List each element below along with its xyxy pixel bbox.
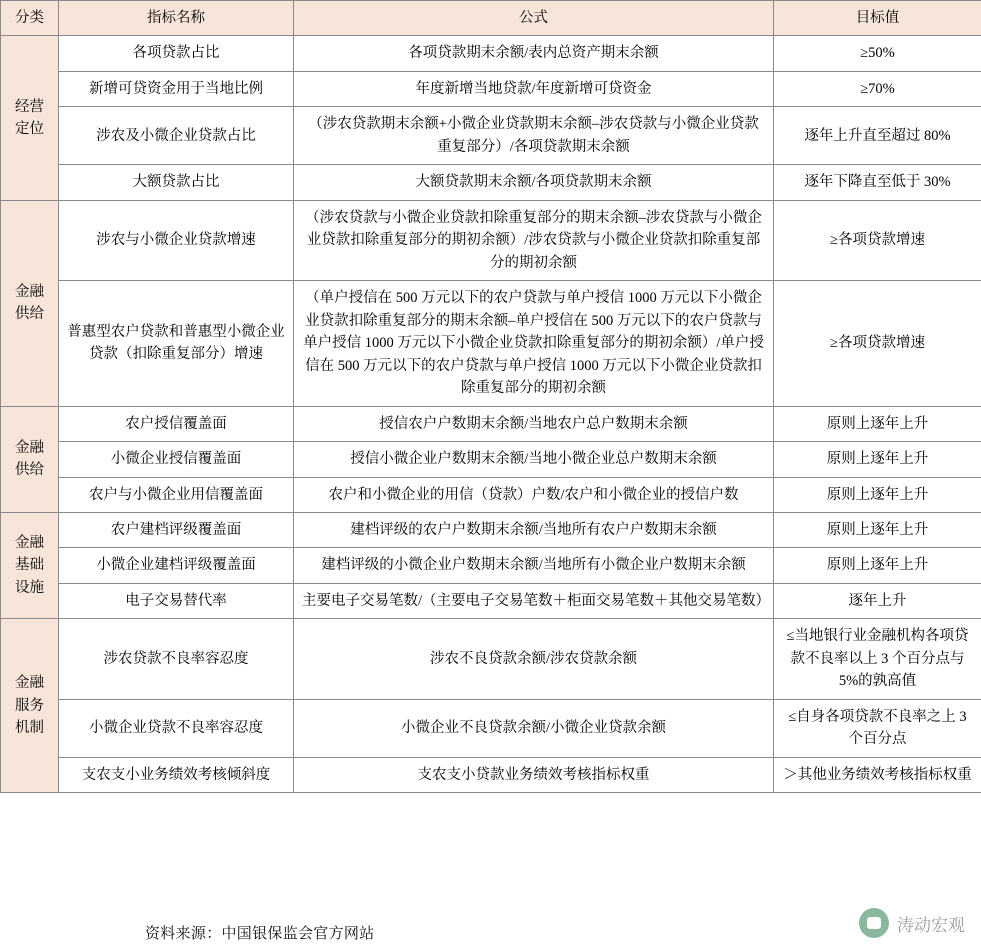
table-row	[1, 757, 981, 792]
watermark	[859, 908, 965, 938]
target-value-cell: 原则上逐年上升	[774, 442, 981, 477]
target-value-cell: 原则上逐年上升	[774, 477, 981, 512]
header-row	[1, 1, 981, 36]
metric-name-cell: 新增可贷资金用于当地比例	[59, 71, 294, 106]
target-value-cell: 原则上逐年上升	[774, 406, 981, 441]
target-value-cell: 原则上逐年上升	[774, 548, 981, 583]
formula-cell: 大额贷款期末余额/各项贷款期末余额	[294, 165, 774, 200]
table-row	[1, 406, 981, 441]
table-body	[1, 36, 981, 793]
formula-cell: 小微企业不良贷款余额/小微企业贷款余额	[294, 699, 774, 757]
category-cell: 金融 服务 机制	[1, 619, 59, 793]
target-value-cell: 原则上逐年上升	[774, 512, 981, 547]
header-metric-name: 指标名称	[59, 1, 294, 36]
table-row	[1, 281, 981, 406]
table-row	[1, 200, 981, 280]
wechat-badge-icon	[859, 908, 889, 938]
target-value-cell: ≤当地银行业金融机构各项贷款不良率以上 3 个百分点与 5%的孰高值	[774, 619, 981, 699]
formula-cell: 授信小微企业户数期末余额/当地小微企业总户数期末余额	[294, 442, 774, 477]
table-header	[1, 1, 981, 36]
target-value-cell: 逐年上升直至超过 80%	[774, 107, 981, 165]
table-row	[1, 583, 981, 618]
metric-name-cell: 农户与小微企业用信覆盖面	[59, 477, 294, 512]
table-row	[1, 699, 981, 757]
metric-name-cell: 各项贷款占比	[59, 36, 294, 71]
target-value-cell: 逐年下降直至低于 30%	[774, 165, 981, 200]
formula-cell: 建档评级的小微企业户数期末余额/当地所有小微企业户数期末余额	[294, 548, 774, 583]
metric-name-cell: 小微企业建档评级覆盖面	[59, 548, 294, 583]
category-cell: 金融 基础 设施	[1, 512, 59, 618]
target-value-cell: ≥各项贷款增速	[774, 200, 981, 280]
formula-cell: 主要电子交易笔数/（主要电子交易笔数＋柜面交易笔数＋其他交易笔数）	[294, 583, 774, 618]
formula-cell: 授信农户户数期末余额/当地农户总户数期末余额	[294, 406, 774, 441]
target-value-cell: ≥50%	[774, 36, 981, 71]
formula-cell: （涉农贷款期末余额+小微企业贷款期末余额–涉农贷款与小微企业贷款重复部分）/各项贷款期末余额	[294, 107, 774, 165]
formula-cell: （单户授信在 500 万元以下的农户贷款与单户授信 1000 万元以下小微企业贷款扣除重复部分的期末余额–单户授信在 500 万元以下的农户贷款与单户授信 1000 万元以下小微企业贷款扣除重复部分的期初余额）/单户授信在 500 万元以下的农户贷款与单户授信 1000 万元以下小微企业贷款扣除重复部分的期初余额	[294, 281, 774, 406]
metric-name-cell: 农户授信覆盖面	[59, 406, 294, 441]
metric-name-cell: 小微企业贷款不良率容忍度	[59, 699, 294, 757]
target-value-cell: ≥70%	[774, 71, 981, 106]
header-category: 分类	[1, 1, 59, 36]
metric-name-cell: 涉农与小微企业贷款增速	[59, 200, 294, 280]
table-row	[1, 512, 981, 547]
table-row	[1, 71, 981, 106]
metric-name-cell: 小微企业授信覆盖面	[59, 442, 294, 477]
formula-cell: 农户和小微企业的用信（贷款）户数/农户和小微企业的授信户数	[294, 477, 774, 512]
target-value-cell: ＞其他业务绩效考核指标权重	[774, 757, 981, 792]
category-cell: 金融 供给	[1, 406, 59, 512]
table-row	[1, 107, 981, 165]
source-note: 资料来源：中国银保监会官方网站	[145, 926, 375, 942]
header-formula: 公式	[294, 1, 774, 36]
table-row	[1, 165, 981, 200]
table-row	[1, 548, 981, 583]
formula-cell: 年度新增当地贷款/年度新增可贷资金	[294, 71, 774, 106]
formula-cell: （涉农贷款与小微企业贷款扣除重复部分的期末余额–涉农贷款与小微企业贷款扣除重复部分的期初余额）/涉农贷款与小微企业贷款扣除重复部分的期初余额	[294, 200, 774, 280]
target-value-cell: 逐年上升	[774, 583, 981, 618]
formula-cell: 涉农不良贷款余额/涉农贷款余额	[294, 619, 774, 699]
target-value-cell: ≥各项贷款增速	[774, 281, 981, 406]
metric-name-cell: 涉农贷款不良率容忍度	[59, 619, 294, 699]
target-value-cell: ≤自身各项贷款不良率之上 3 个百分点	[774, 699, 981, 757]
category-cell: 金融 供给	[1, 200, 59, 406]
metric-name-cell: 支农支小业务绩效考核倾斜度	[59, 757, 294, 792]
category-cell: 经营 定位	[1, 36, 59, 200]
watermark-label: 涛动宏观	[897, 915, 965, 935]
metric-name-cell: 农户建档评级覆盖面	[59, 512, 294, 547]
formula-cell: 建档评级的农户户数期末余额/当地所有农户户数期末余额	[294, 512, 774, 547]
metric-name-cell: 大额贷款占比	[59, 165, 294, 200]
metric-name-cell: 普惠型农户贷款和普惠型小微企业贷款（扣除重复部分）增速	[59, 281, 294, 406]
formula-cell: 支农支小贷款业务绩效考核指标权重	[294, 757, 774, 792]
table-row	[1, 442, 981, 477]
metric-name-cell: 涉农及小微企业贷款占比	[59, 107, 294, 165]
table-row	[1, 619, 981, 699]
table-row	[1, 36, 981, 71]
table-row	[1, 477, 981, 512]
metric-name-cell: 电子交易替代率	[59, 583, 294, 618]
header-target-value: 目标值	[774, 1, 981, 36]
formula-cell: 各项贷款期末余额/表内总资产期末余额	[294, 36, 774, 71]
